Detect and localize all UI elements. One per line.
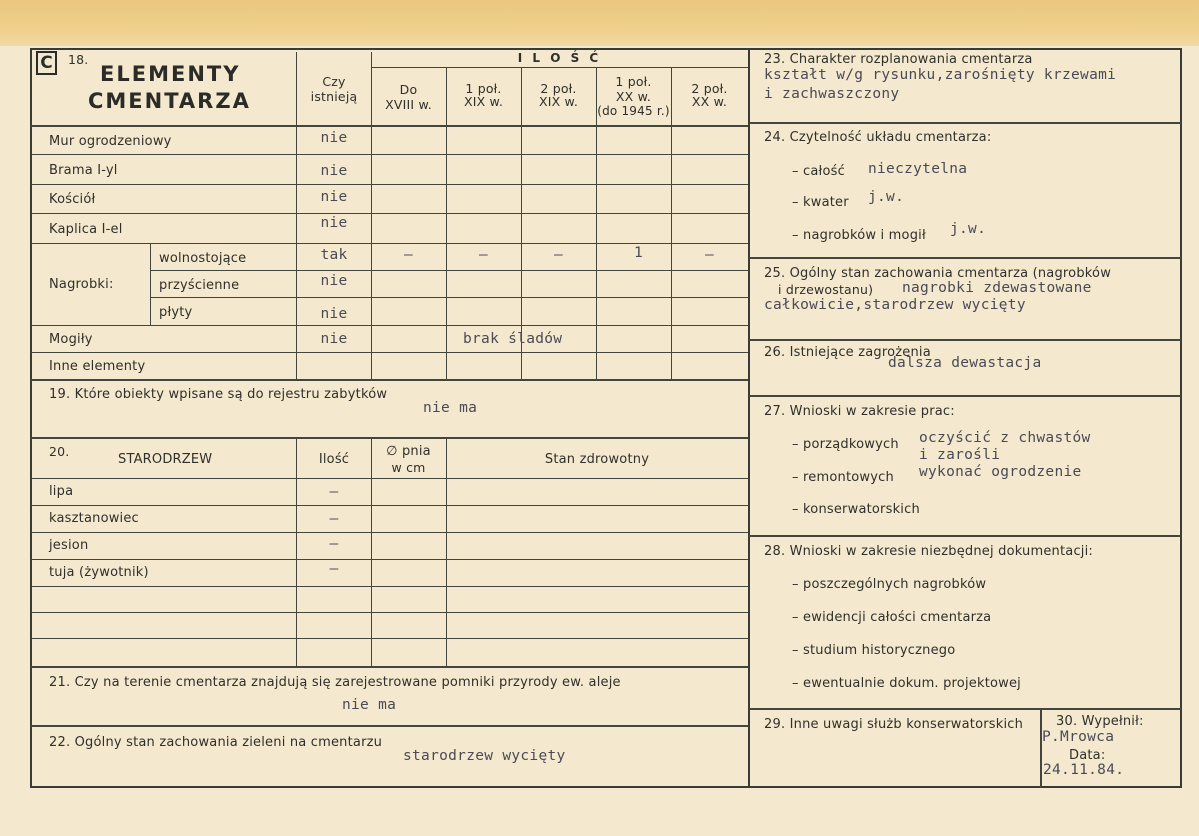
nagrobki-exists-value: tak	[320, 247, 348, 263]
s28-item: – studium historycznego	[792, 643, 956, 658]
s27-item-value-line1: oczyścić z chwastów	[919, 430, 1091, 446]
s26-value: dalsza dewastacja	[888, 355, 1042, 371]
s20-number: 20.	[49, 444, 70, 459]
s25-value-line1: nagrobki zdewastowane	[902, 280, 1092, 296]
grid-line	[296, 438, 297, 666]
period-count-value: –	[553, 247, 564, 263]
grid-line	[1040, 709, 1042, 788]
mogily-label: Mogiły	[49, 332, 93, 347]
grid-line	[749, 395, 1181, 397]
grid-line	[150, 297, 748, 298]
s27-item-label: – porządkowych	[792, 437, 899, 452]
period-count-value: –	[704, 247, 715, 263]
s21-value: nie ma	[342, 697, 397, 713]
s23-value-line1: kształt w/g rysunku,zarośnięty krzewami	[764, 67, 1117, 83]
s30-date-label: Data:	[1069, 748, 1106, 763]
grid-line	[749, 339, 1181, 341]
s25-value-line2: całkowicie,starodrzew wycięty	[764, 297, 1026, 313]
s24-item-label: – nagrobków i mogił	[792, 228, 926, 243]
section-18-title-line1: ELEMENTY	[100, 62, 241, 86]
grid-line	[446, 438, 447, 666]
s20-col-diam-l2: w cm	[391, 460, 426, 475]
s24-item-label: – całość	[792, 164, 845, 179]
s20-col-health: Stan zdrowotny	[544, 452, 650, 467]
grid-line	[31, 612, 748, 613]
nagrobki-type-label: przyścienne	[159, 278, 240, 293]
s28-label: 28. Wnioski w zakresie niezbędnej dokumentacji:	[764, 544, 1094, 559]
period-header-l1: 1 poł.	[465, 81, 502, 96]
period-count-value: –	[403, 247, 414, 263]
card-top-edge	[0, 0, 1199, 46]
s30-date: 24.11.84.	[1043, 762, 1125, 778]
grid-line	[749, 535, 1181, 537]
period-count-value: –	[478, 247, 489, 263]
s19-label: 19. Które obiekty wpisane są do rejestru zabytków	[49, 387, 388, 402]
grid-line	[31, 638, 748, 639]
period-count-value: 1	[633, 245, 644, 261]
grid-line	[31, 559, 748, 560]
s29-label: 29. Inne uwagi służb konserwatorskich	[764, 717, 1024, 732]
tree-count: –	[329, 484, 339, 500]
element-exists-value: nie	[320, 163, 348, 179]
period-header-l2: XX w.	[691, 94, 728, 109]
grid-line	[31, 379, 748, 381]
s30-name: P.Mrowca	[1042, 729, 1115, 745]
s24-item-value: j.w.	[950, 221, 987, 237]
s24-item-value: nieczytelna	[868, 161, 968, 177]
period-header-l2: XIX w.	[463, 94, 504, 109]
tree-name: tuja (żywotnik)	[49, 565, 149, 580]
grid-line	[31, 437, 748, 439]
tree-count: –	[329, 561, 339, 577]
element-exists-value: nie	[320, 130, 348, 146]
period-header-l2: XX w.	[615, 89, 652, 104]
period-header-l1: 2 poł.	[691, 81, 728, 96]
tree-name: lipa	[49, 484, 74, 499]
element-exists-value: nie	[320, 215, 348, 231]
tree-count: –	[329, 511, 339, 527]
grid-line	[371, 67, 748, 68]
grid-line	[31, 154, 748, 155]
s24-item-label: – kwater	[792, 195, 849, 210]
s22-value: starodrzew wycięty	[403, 748, 566, 764]
period-header-l1: 1 poł.	[615, 74, 652, 89]
col-exists-header-l1: Czy	[322, 74, 346, 89]
tree-name: jesion	[49, 538, 89, 553]
s21-label: 21. Czy na terenie cmentarza znajdują się zarejestrowane pomniki przyrody ew. aleje	[49, 675, 621, 690]
mogily-note: brak śladów	[463, 331, 563, 347]
nagrobki-exists-value: nie	[320, 306, 348, 322]
element-row-label: Brama I-yl	[49, 163, 118, 178]
s27-item-value-line2: i zarośli	[919, 447, 1001, 463]
period-header-l2: XIX w.	[538, 94, 579, 109]
element-exists-value: nie	[320, 189, 348, 205]
s27-item-label: – remontowych	[792, 470, 894, 485]
element-row-label: Kościół	[49, 192, 96, 207]
section-18-number: 18.	[68, 52, 89, 67]
period-header-l2: XVIII w.	[385, 97, 432, 112]
col-exists-header-l2: istnieją	[310, 89, 358, 104]
section-letter-box: C	[36, 51, 57, 75]
element-row-label: Mur ogrodzeniowy	[49, 134, 172, 149]
tree-name: kasztanowiec	[49, 511, 139, 526]
nagrobki-type-label: płyty	[159, 305, 193, 320]
s30-label: 30. Wypełnił:	[1056, 714, 1144, 729]
grid-line	[446, 68, 447, 379]
s23-value-line2: i zachwaszczony	[764, 86, 900, 102]
grid-line	[749, 257, 1181, 259]
nagrobki-exists-value: nie	[320, 273, 348, 289]
s20-col-count: Ilość	[318, 452, 350, 467]
grid-line	[31, 586, 748, 587]
nagrobki-label: Nagrobki:	[49, 277, 114, 292]
grid-line	[31, 352, 748, 353]
s27-item-label: – konserwatorskich	[792, 502, 920, 517]
ilosc-header: I L O Ś Ć	[517, 51, 602, 65]
grid-line	[31, 666, 748, 668]
grid-line	[31, 125, 748, 127]
grid-line	[31, 725, 748, 727]
s25-label-line1: 25. Ogólny stan zachowania cmentarza (nagrobków	[764, 266, 1112, 281]
nagrobki-type-label: wolnostojące	[159, 251, 247, 266]
grid-line	[31, 184, 748, 185]
s19-value: nie ma	[423, 400, 478, 416]
grid-line	[31, 325, 748, 326]
grid-line	[150, 243, 151, 325]
period-header-l3: (do 1945 r.)	[597, 104, 670, 118]
period-header-l1: Do	[399, 82, 418, 97]
s20-col-diam-l1: ∅ pnia	[386, 444, 431, 459]
s26-label: 26. Istniejące zagrożenia	[764, 345, 931, 360]
grid-line	[671, 68, 672, 379]
s27-item-value-line1: wykonać ogrodzenie	[919, 464, 1082, 480]
mogily-exists-value: nie	[320, 331, 348, 347]
grid-line	[749, 708, 1181, 710]
s28-item: – ewentualnie dokum. projektowej	[792, 676, 1021, 691]
section-18-title-line2: CMENTARZA	[88, 89, 251, 113]
grid-line	[150, 270, 748, 271]
s25-label-line2: i drzewostanu)	[778, 282, 874, 297]
grid-line	[31, 213, 748, 214]
period-header-l1: 2 poł.	[540, 81, 577, 96]
s20-title: STARODRZEW	[118, 452, 213, 467]
tree-count: –	[329, 536, 339, 552]
s23-label: 23. Charakter rozplanowania cmentarza	[764, 52, 1033, 67]
grid-line	[749, 122, 1181, 124]
s27-label: 27. Wnioski w zakresie prac:	[764, 404, 955, 419]
grid-line	[31, 532, 748, 533]
s28-item: – poszczególnych nagrobków	[792, 577, 987, 592]
inne-elementy-label: Inne elementy	[49, 359, 146, 374]
grid-line	[31, 505, 748, 506]
grid-line	[31, 243, 748, 244]
s24-label: 24. Czytelność układu cmentarza:	[764, 130, 992, 145]
s28-item: – ewidencji całości cmentarza	[792, 610, 992, 625]
grid-line	[31, 478, 748, 479]
element-row-label: Kaplica I-el	[49, 222, 123, 237]
s24-item-value: j.w.	[868, 189, 905, 205]
s22-label: 22. Ogólny stan zachowania zieleni na cmentarzu	[49, 735, 383, 750]
